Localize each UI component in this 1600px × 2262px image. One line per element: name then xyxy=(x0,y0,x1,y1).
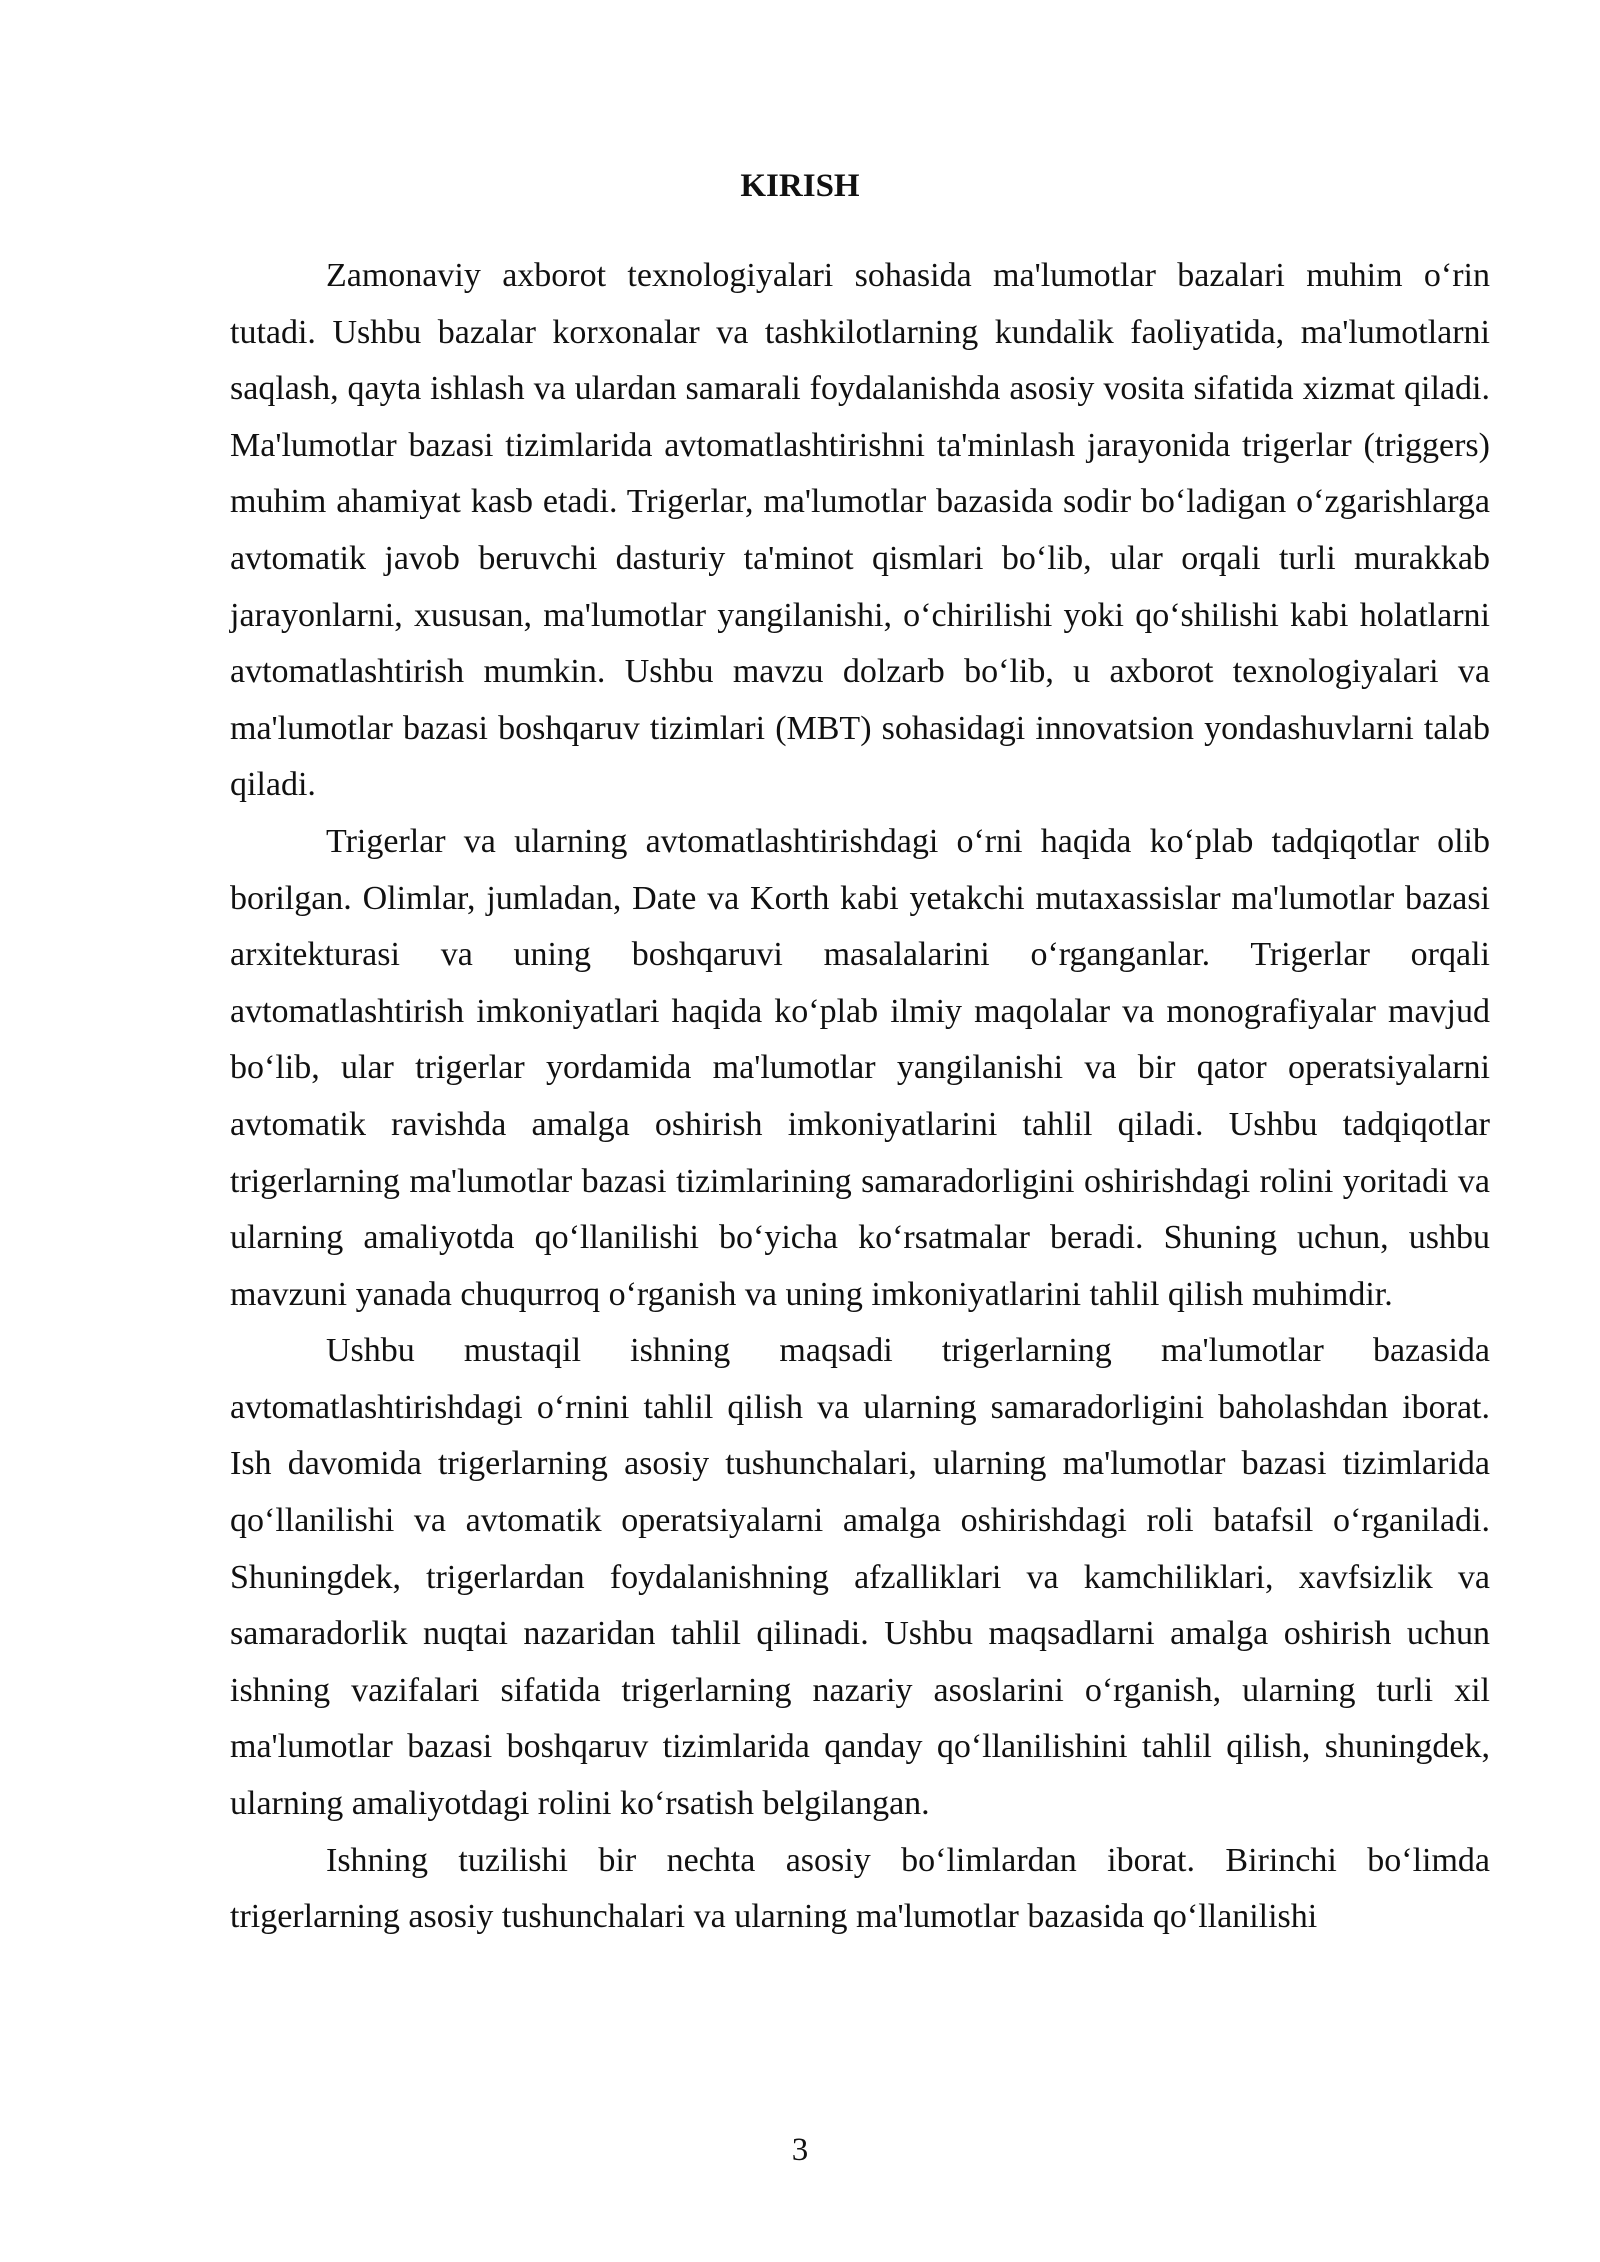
paragraph: Ishning tuzilishi bir nechta asosiy bo‘limlardan iborat. Birinchi bo‘limda trigerlarning asosiy tushunchalari va ularning ma'lumotlar bazasida qo‘llanilishi xyxy=(230,1841,1490,1936)
paragraph: Ushbu mustaqil ishning maqsadi trigerlarning ma'lumotlar bazasida avtomatlashtirishdagi o‘rnini tahlil qilish va ularning samaradorligini baholashdan iborat. Ish davomida trigerlarning asosiy tushunchalari, ularning ma'lumotlar bazasi tizimlarida qo‘llanilishi va avtomatik operatsiyalarni amalga oshirishdagi roli batafsil o‘rganiladi. Shuningdek, trigerlardan foydalanishning afzalliklari va kamchiliklari, xavfsizlik va samaradorlik nuqtai nazaridan tahlil qilinadi. Ushbu maqsadlarni amalga oshirish uchun ishning vazifalari sifatida trigerlarning nazariy asoslarini o‘rganish, ularning turli xil ma'lumotlar bazasi boshqaruv tizimlarida qanday qo‘llanilishini tahlil qilish, shuningdek, ularning amaliyotdagi rolini ko‘rsatish belgilangan. xyxy=(230,1332,1490,1823)
page-number: 3 xyxy=(791,2132,809,2168)
paragraph: Zamonaviy axborot texnologiyalari sohasida ma'lumotlar bazalari muhim o‘rin tutadi. Ushbu bazalar korxonalar va tashkilotlarning kundalik faoliyatida, ma'lumotlarni saqlash, qayta ishlash va ulardan samarali foydalanishda asosiy vosita sifatida xizmat qiladi. Ma'lumotlar bazasi tizimlarida avtomatlashtirishni ta'minlash jarayonida trigerlar (triggers) muhim ahamiyat kasb etadi. Trigerlar, ma'lumotlar bazasida sodir bo‘ladigan o‘zgarishlarga avtomatik javob beruvchi dasturiy ta'minot qismlari bo‘lib, ular orqali turli murakkab jarayonlarni, xususan, ma'lumotlar yangilanishi, o‘chirilishi yoki qo‘shilishi kabi holatlarni avtomatlashtirish mumkin. Ushbu mavzu dolzarb bo‘lib, u axborot texnologiyalari va ma'lumotlar bazasi boshqaruv tizimlari (MBT) sohasidagi innovatsion yondashuvlarni talab qiladi. xyxy=(230,257,1490,804)
section-heading: KIRISH xyxy=(740,168,860,204)
body-text xyxy=(230,248,1490,1946)
paragraph: Trigerlar va ularning avtomatlashtirishdagi o‘rni haqida ko‘plab tadqiqotlar olib borilgan. Olimlar, jumladan, Date va Korth kabi yetakchi mutaxassislar ma'lumotlar bazasi arxitekturasi va uning boshqaruvi masalalarini o‘rganganlar. Trigerlar orqali avtomatlashtirish imkoniyatlari haqida ko‘plab ilmiy maqolalar va monografiyalar mavjud bo‘lib, ular trigerlar yordamida ma'lumotlar yangilanishi va bir qator operatsiyalarni avtomatik ravishda amalga oshirish imkoniyatlarini tahlil qiladi. Ushbu tadqiqotlar trigerlarning ma'lumotlar bazasi tizimlarining samaradorligini oshirishdagi rolini yoritadi va ularning amaliyotda qo‘llanilishi bo‘yicha ko‘rsatmalar beradi. Shuning uchun, ushbu mavzuni yanada chuqurroq o‘rganish va uning imkoniyatlarini tahlil qilish muhimdir. xyxy=(230,822,1490,1313)
